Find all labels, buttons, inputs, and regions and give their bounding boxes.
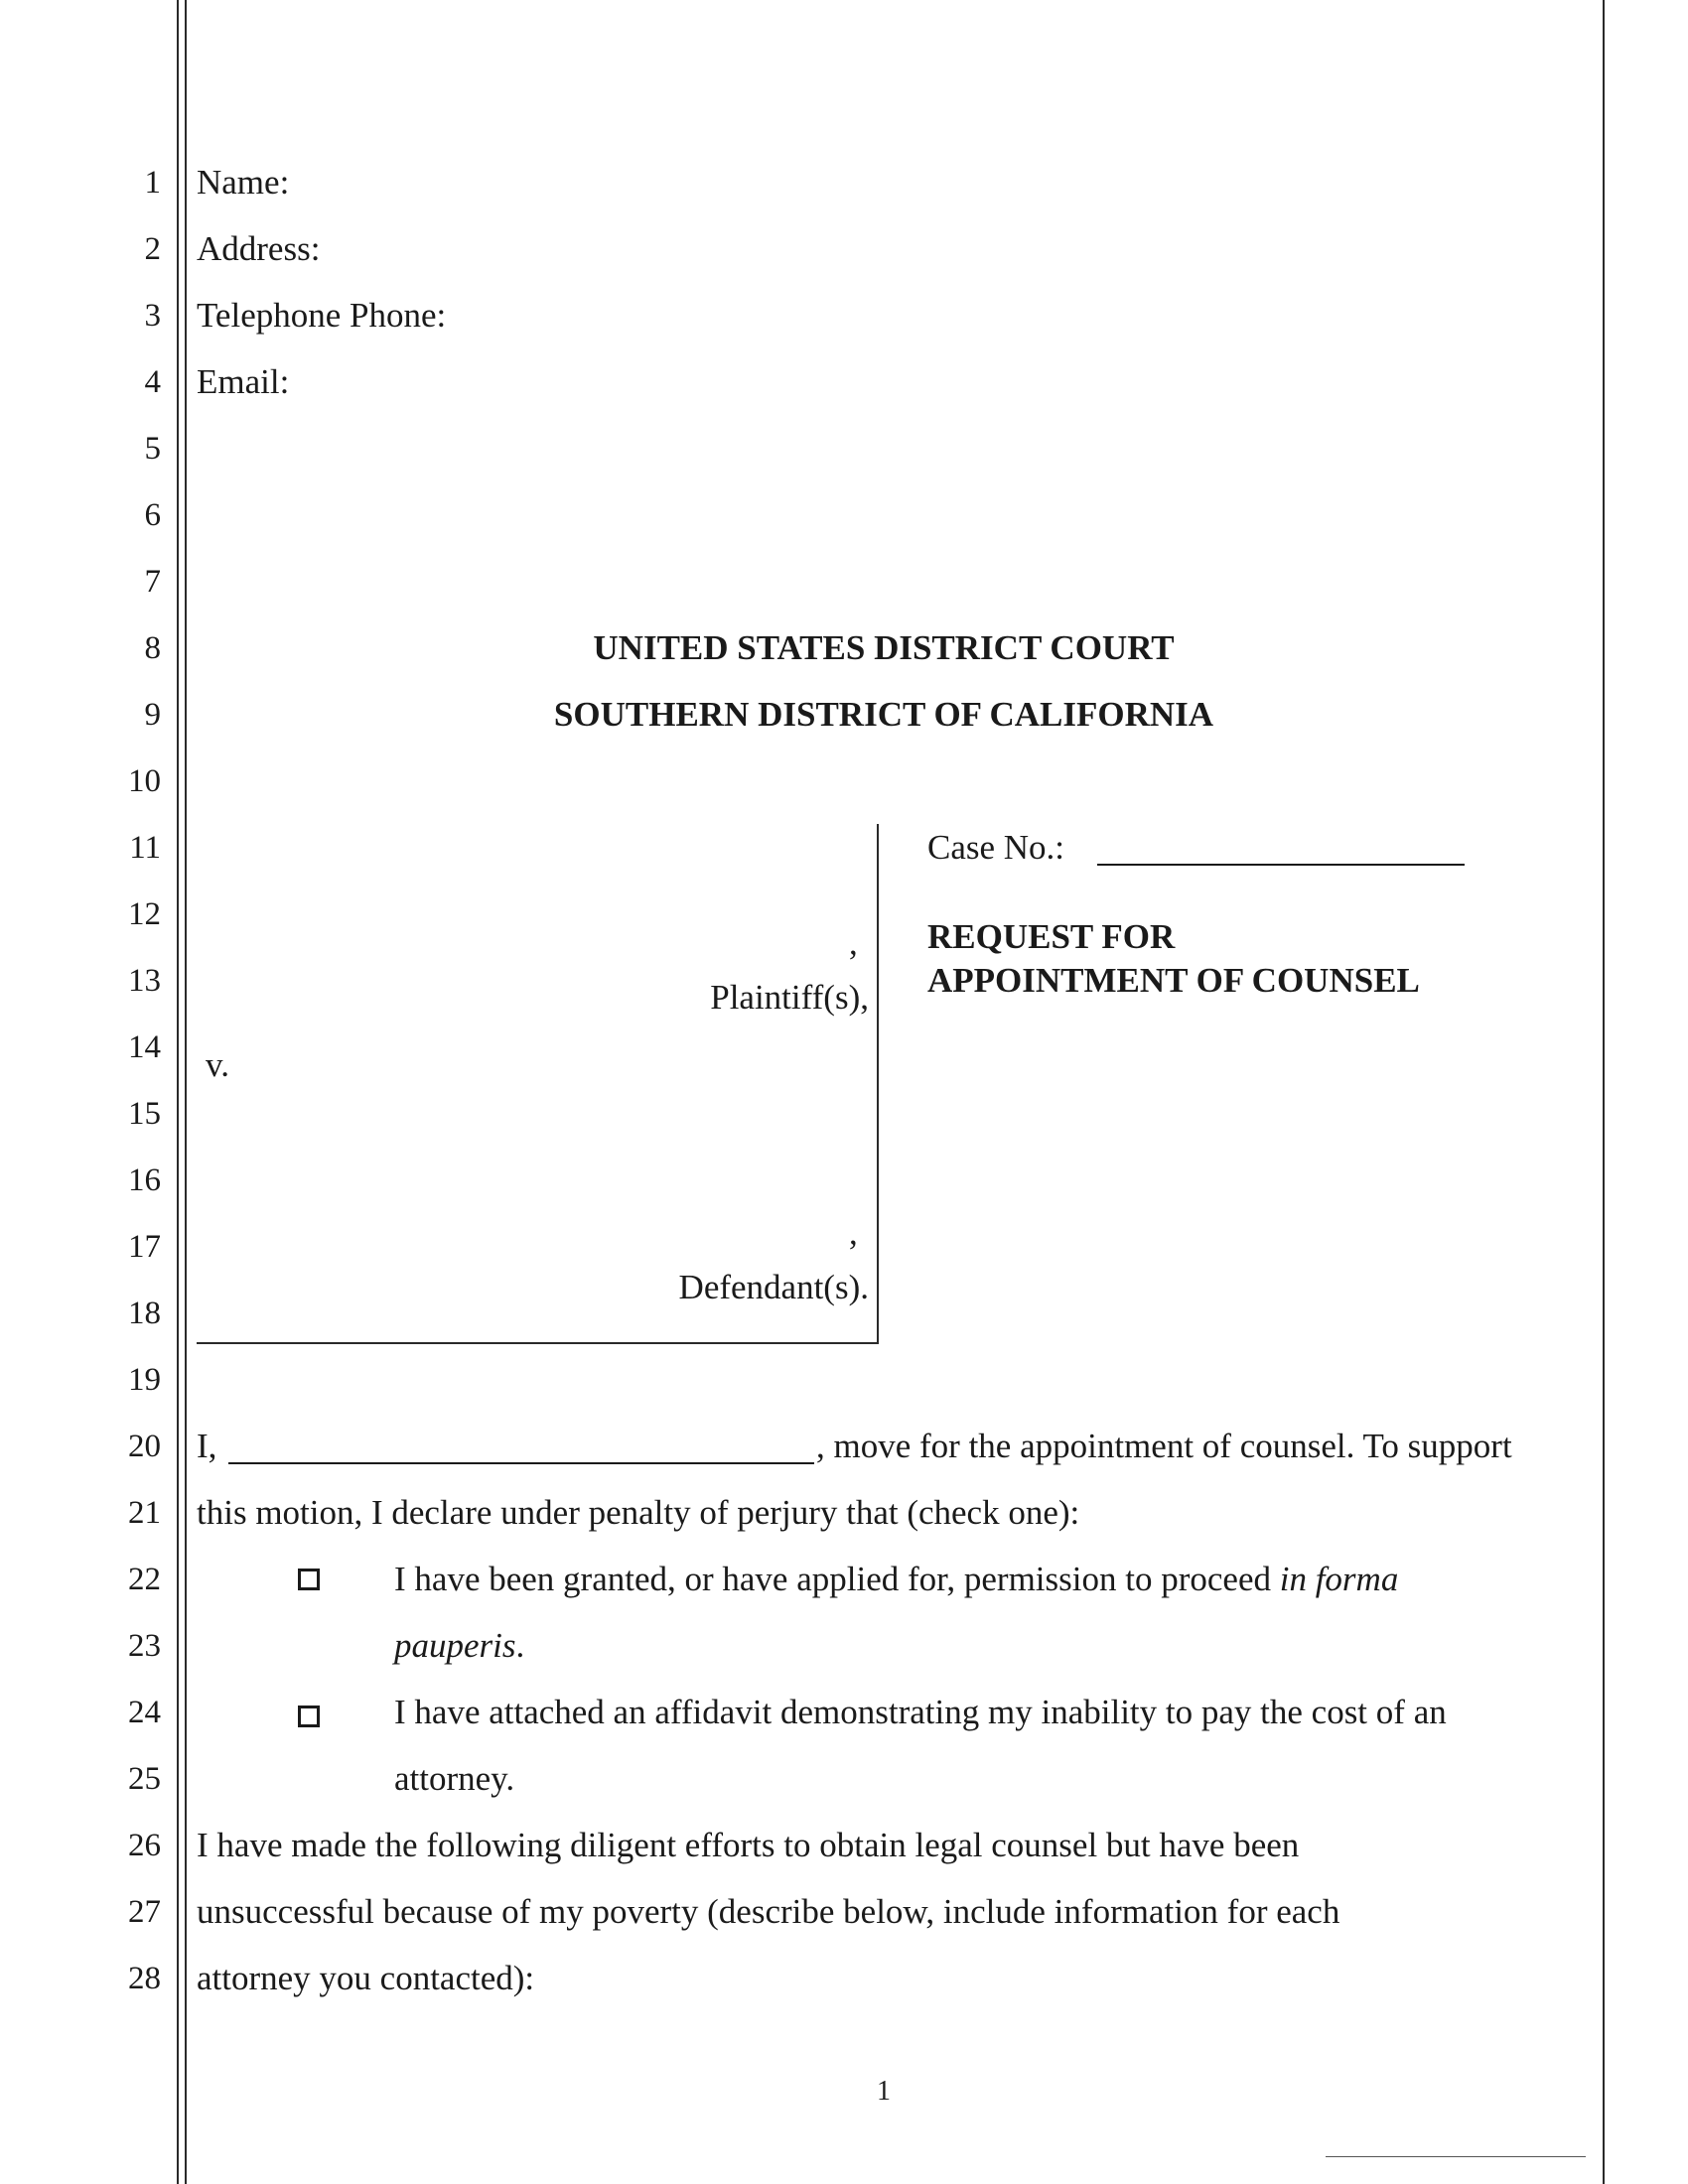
left-margin-rule-inner [185,0,187,2184]
ifp-checkbox[interactable] [298,1569,320,1590]
declarant-name-field[interactable] [228,1434,814,1464]
footer-rule [1326,2156,1586,2157]
line-number: 9 [144,697,161,733]
intro-line2: this motion, I declare under penalty of perjury that (check one): [197,1493,1080,1532]
line-number: 23 [128,1628,161,1664]
line-number: 4 [144,364,161,400]
line-number: 21 [128,1495,161,1531]
court-district: SOUTHERN DISTRICT OF CALIFORNIA [553,695,1214,734]
line-number: 16 [128,1162,161,1198]
line-number: 10 [128,763,161,799]
caption-bottom-rule [197,1342,879,1344]
address-label: Address: [197,229,321,268]
efforts-line1: I have made the following diligent efforts to obtain legal counsel but have been [197,1826,1300,1864]
versus-text: v. [206,1045,229,1084]
plaintiff-label: Plaintiff(s), [710,978,869,1017]
case-number-label [927,828,1064,868]
line-number: 15 [128,1096,161,1132]
option1-period: . [515,1626,525,1665]
plaintiff-comma: , [849,923,858,962]
option2-line1: I have attached an affidavit demonstrating my inability to pay the cost of an [394,1693,1447,1731]
defendant-label: Defendant(s). [678,1268,869,1306]
efforts-line2: unsuccessful because of my poverty (describe below, include information for each [197,1892,1340,1931]
line-number: 26 [128,1828,161,1863]
option1-line1 [394,1560,1398,1599]
case-number-field[interactable] [1097,836,1465,866]
court-name: UNITED STATES DISTRICT COURT [593,628,1175,667]
line-number: 7 [144,564,161,600]
phone-label: Telephone Phone: [197,296,447,335]
page-number: 1 [877,2076,891,2107]
intro-suffix: , move for the appointment of counsel. To support [816,1427,1512,1465]
line-number: 8 [144,630,161,666]
right-margin-rule [1603,0,1605,2184]
affidavit-checkbox[interactable] [298,1706,320,1727]
line-number: 27 [128,1894,161,1930]
line-number: 25 [128,1761,161,1797]
option1-text: I have been granted, or have applied for, permission to proceed [394,1560,1271,1598]
line-number: 13 [128,963,161,999]
line-number: 17 [128,1229,161,1265]
email-label: Email: [197,362,290,401]
line-number: 11 [129,830,161,866]
option2-line2: attorney. [394,1759,515,1798]
option1-italic: in forma [1279,1560,1399,1598]
line-number: 20 [128,1429,161,1464]
line-number: 24 [128,1695,161,1730]
name-label: Name: [197,163,290,202]
line-number: 6 [144,497,161,533]
line-number: 19 [128,1362,161,1398]
case-number-label-text: Case No.: [927,828,1065,867]
line-number: 14 [128,1029,161,1065]
document-title-line1: REQUEST FOR [927,917,1176,956]
caption-vertical-rule [877,824,879,1344]
option1-cont: pauperis [394,1626,516,1665]
line-number: 28 [128,1961,161,1996]
line-number: 1 [144,165,161,201]
intro-prefix: I, [197,1427,217,1465]
defendant-comma: , [849,1213,858,1252]
line-number: 18 [128,1296,161,1331]
line-number: 12 [128,896,161,932]
line-number: 2 [144,231,161,267]
efforts-line3: attorney you contacted): [197,1959,535,1997]
line-number: 3 [144,298,161,334]
line-number: 22 [128,1562,161,1597]
line-number: 5 [144,431,161,467]
document-title-line2: APPOINTMENT OF COUNSEL [927,961,1420,1000]
option1-line2 [394,1626,524,1666]
left-margin-rule-outer [177,0,179,2184]
